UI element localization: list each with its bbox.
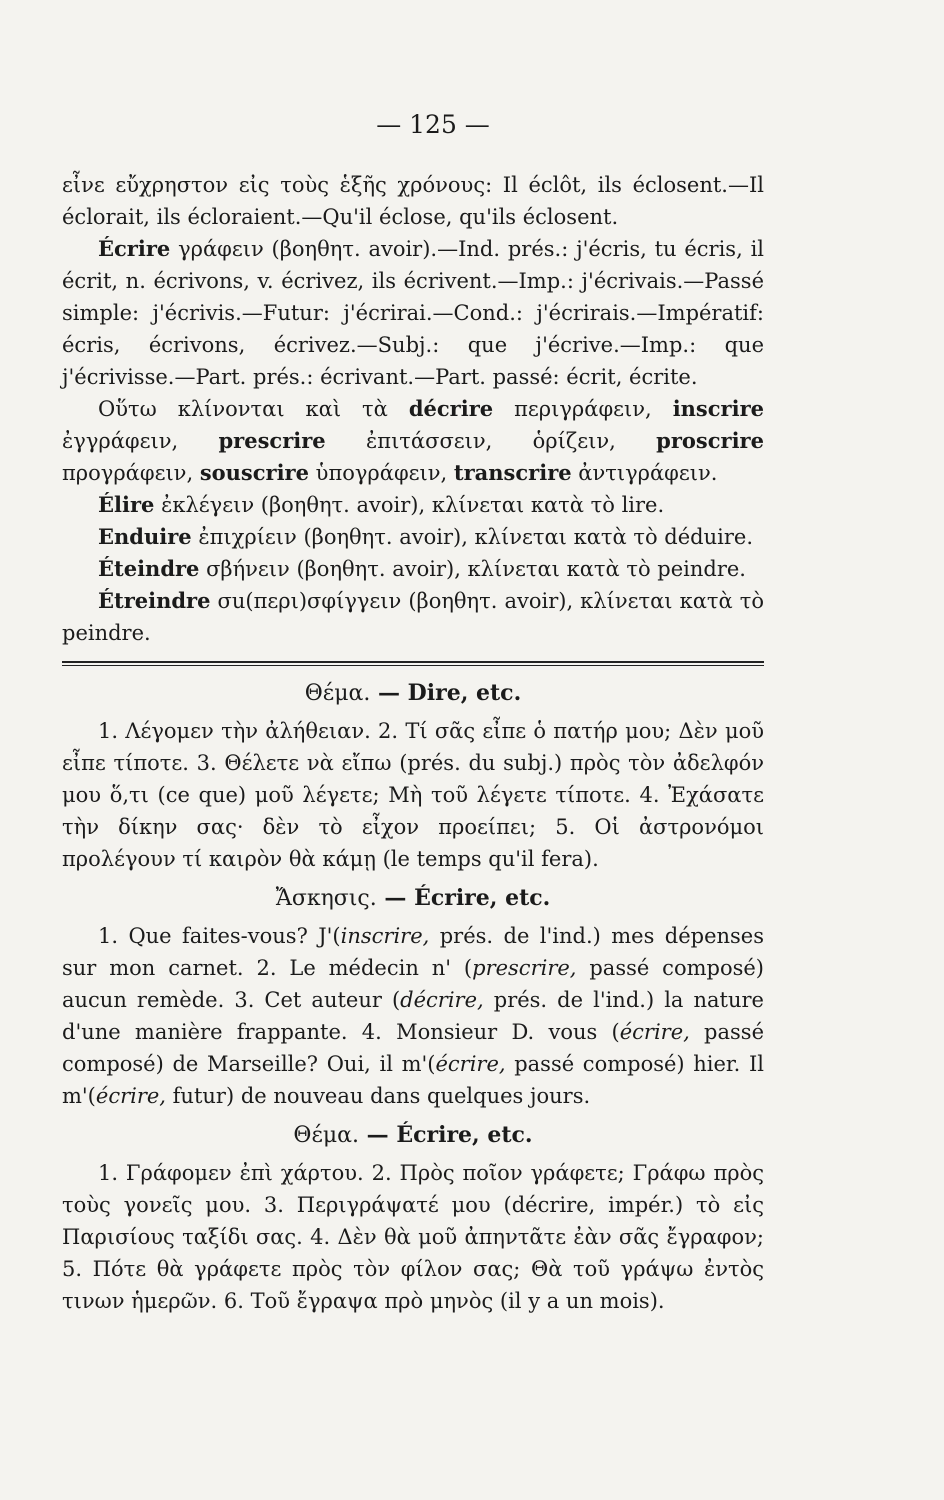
headword-inscrire: inscrire	[672, 396, 765, 421]
section-ecrire	[62, 1118, 764, 1317]
entry-text: ἐκλέγειν (βοηθητ. avoir), κλίνεται κατὰ τὸ lire.	[154, 493, 665, 517]
text-span: passé composé) aucun remède. 3. Cet auteur (	[62, 956, 764, 1012]
text-span: 1. Que faites-vous? J'(	[98, 924, 341, 948]
section-label: Ἄσκησις.	[275, 886, 377, 911]
compounds-paragraph	[62, 393, 764, 489]
section-text: 1. Λέγομεν τὴν ἀλήθειαν. 2. Τί σᾶς εἶπε ὁ πατήρ μου; Δὲν μοῦ εἶπε τίποτε. 3. Θέλετε νὰ εἴπω (prés. du subj.) πρὸς τὸν ἀδελφόν μου ὅ,τι (ce que) μοῦ λέγετε; Μὴ τοῦ λέγετε τίποτε. 4. Ἐχάσατε τὴν δίκην σας· δὲν τὸ εἶχον προείπει; 5. Οἱ ἀστρονόμοι προλέγουν τί καιρὸν θὰ κάμῃ (le temps qu'il fera).	[62, 719, 764, 871]
section-heading	[62, 881, 764, 916]
section-heading	[62, 1118, 764, 1153]
headword-eteindre: Éteindre	[98, 556, 200, 581]
entry-text: σu(περι)σφίγγειν (βοηθητ. avoir), κλίνεται κατὰ τὸ peindre.	[62, 589, 764, 645]
text-span: prés. de l'ind.) mes dépenses sur mon carnet. 2. Le médecin n' (	[62, 924, 765, 980]
headword-transcrire: transcrire	[453, 460, 572, 485]
text-span: passé composé) hier. Il m'(	[62, 1052, 764, 1108]
section-label: Θέμα.	[293, 1123, 360, 1148]
text-span: ἐπιτάσσειν, ὁρίζειν,	[325, 429, 657, 453]
section-heading	[62, 676, 764, 711]
italic-verb: inscrire,	[340, 924, 430, 948]
section-title: — Dire, etc.	[370, 680, 522, 706]
text-span: προγράφειν,	[62, 461, 200, 485]
italic-verb: décrire,	[400, 988, 484, 1012]
italic-verb: écrire,	[619, 1020, 690, 1044]
etreindre-entry	[62, 585, 764, 649]
headword-prescrire: prescrire	[218, 428, 326, 453]
section-dire	[62, 676, 764, 875]
italic-verb: écrire,	[435, 1052, 506, 1076]
section-label: Θέμα.	[304, 681, 371, 706]
section-askisis	[62, 881, 764, 1112]
text-span: περιγράφειν,	[493, 397, 673, 421]
italic-verb: écrire,	[95, 1084, 166, 1108]
section-text: 1. Γράφομεν ἐπὶ χάρτου. 2. Πρὸς ποῖον γράφετε; Γράφω πρὸς τοὺς γονεῖς μου. 3. Περιγράψατέ μου (décrire, impér.) τὸ εἰς Παρισίους ταξίδι σας. 4. Δὲν θὰ μοῦ ἀπηντᾶτε ἐὰν σᾶς ἔγραφον; 5. Πότε θὰ γράφετε πρὸς τὸν φίλον σας; Θὰ τοῦ γράψω ἐντὸς τινων ἡμερῶν. 6. Τοῦ ἔγραψα πρὸ μηνὸς (il y a un mois).	[62, 1161, 764, 1313]
entry-text: σβήνειν (βοηθητ. avoir), κλίνεται κατὰ τὸ peindre.	[199, 557, 746, 581]
text-span: futur) de nouveau dans quelques jours.	[165, 1084, 591, 1108]
headword-enduire: Enduire	[98, 524, 192, 549]
ecrire-conjugation	[62, 233, 764, 393]
section-text	[62, 920, 764, 1112]
section-title: — Écrire, etc.	[359, 1122, 533, 1148]
headword-decrire: décrire	[408, 396, 494, 421]
text-span: prés. de l'ind.) la nature d'une manière frappante. 4. Monsieur D. vous (	[62, 988, 764, 1044]
italic-verb: prescrire,	[472, 956, 577, 980]
section-divider	[62, 661, 764, 666]
elire-entry	[62, 489, 764, 521]
text-span: ἐγγράφειν,	[62, 429, 219, 453]
section-title: — Écrire, etc.	[376, 885, 551, 911]
headword-etreindre: Étreindre	[98, 588, 211, 613]
ecrire-conjugation-text: γράφειν (βοηθητ. avoir).—Ind. prés.: j'écris, tu écris, il écrit, n. écrivons, v. écrivez, ils écrivent.—Imp.: j'écrivais.—Passé simple: j'écrivis.—Futur: j'écrirai.—Cond.: j'écrirais.—Impératif: écris, écrivons, écrivez.—Subj.: que j'écrive.—Imp.: que j'écrivisse.—Part. prés.: écrivant.—Part. passé: écrit, écrite.	[62, 237, 764, 389]
intro-paragraph-1: εἶνε εὔχρηστον εἰς τοὺς ἑξῆς χρόνους: Il éclôt, ils éclosent.—Il éclorait, ils écloraient.—Qu'il éclose, qu'ils éclosent.	[62, 173, 764, 229]
text-span: passé composé) de Marseille? Oui, il m'(	[62, 1020, 764, 1076]
text-span: Οὕτω κλίνονται καὶ τὰ	[98, 397, 409, 421]
text-span: ὑπογράφειν,	[309, 461, 454, 485]
enduire-entry	[62, 521, 764, 553]
page-number: — 125 —	[376, 110, 490, 139]
headword-souscrire: souscrire	[199, 460, 309, 485]
headword-proscrire: proscrire	[656, 428, 764, 453]
ecrire-headword: Écrire	[98, 236, 171, 261]
entry-text: ἐπιχρίειν (βοηθητ. avoir), κλίνεται κατὰ τὸ déduire.	[191, 525, 753, 549]
text-span: ἀντιγράφειν.	[571, 461, 718, 485]
eteindre-entry	[62, 553, 764, 585]
headword-elire: Élire	[98, 492, 155, 517]
